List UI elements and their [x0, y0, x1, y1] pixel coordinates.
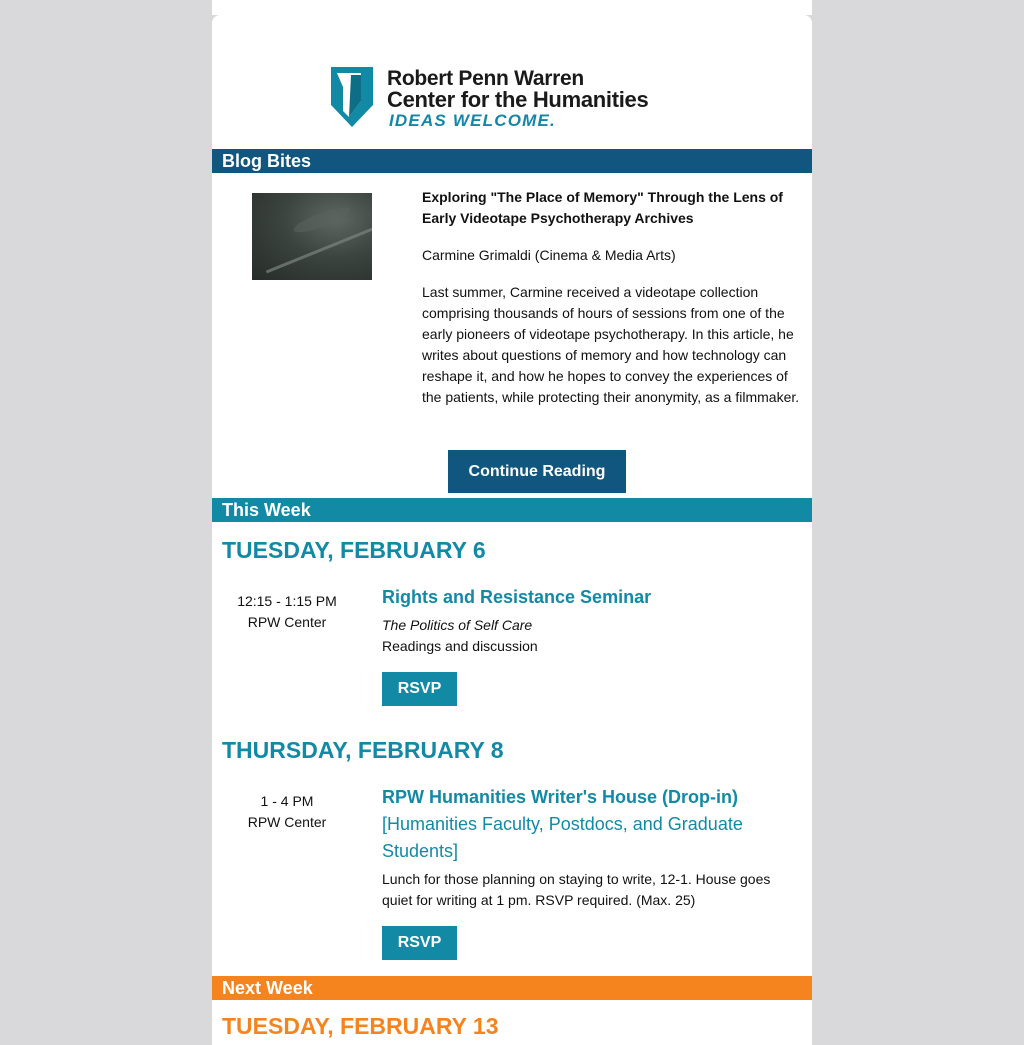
section-bar-blog-bites: Blog Bites: [212, 149, 812, 173]
event-details: Readings and discussion: [382, 638, 538, 654]
event-location: RPW Center: [247, 814, 327, 830]
day-heading: TUESDAY, FEBRUARY 6: [222, 537, 486, 563]
article-title[interactable]: Exploring "The Place of Memory" Through the Lens of Early Videotape Psychotherapy Archives: [422, 189, 783, 226]
event-time: 1 - 4 PM: [260, 793, 314, 809]
shield-logo-icon: [331, 67, 373, 127]
logo-line-2: Center for the Humanities: [387, 87, 649, 112]
day-heading: TUESDAY, FEBRUARY 13: [222, 1013, 499, 1039]
day-heading: THURSDAY, FEBRUARY 8: [222, 737, 504, 763]
logo-tagline: IDEAS WELCOME.: [389, 111, 556, 130]
event-time: 12:15 - 1:15 PM: [237, 593, 337, 609]
newsletter-page: [212, 15, 812, 1045]
event-time-location: [212, 791, 362, 833]
rsvp-button[interactable]: RSVP: [382, 926, 457, 960]
event-audience: [Humanities Faculty, Postdocs, and Graduate Students]: [382, 814, 743, 861]
section-bar-next-week: Next Week: [212, 976, 812, 1000]
event-time-location: [212, 591, 362, 633]
logo-line-1: Robert Penn Warren: [387, 67, 584, 90]
article-body: Last summer, Carmine received a videotape collection comprising thousands of hours of sessions from one of the early pioneers of videotape psychotherapy. In this article, he writes about questions of memory and how technology can reshape it, and how he hopes to convey the experiences of the patients, while protecting their anonymity, as a filmmaker.: [422, 284, 800, 405]
event-subtitle: The Politics of Self Care: [382, 617, 533, 633]
continue-reading-button[interactable]: Continue Reading: [448, 450, 626, 493]
event-title[interactable]: Rights and Resistance Seminar: [382, 587, 652, 607]
blog-article: [422, 187, 804, 408]
article-author: Carmine Grimaldi (Cinema & Media Arts): [422, 247, 676, 263]
event-location: RPW Center: [247, 614, 327, 630]
rsvp-button[interactable]: RSVP: [382, 672, 457, 706]
article-thumbnail[interactable]: [252, 193, 372, 280]
event-title[interactable]: RPW Humanities Writer's House (Drop-in): [382, 787, 738, 807]
section-bar-this-week: This Week: [212, 498, 812, 522]
event-details: Lunch for those planning on staying to write, 12-1. House goes quiet for writing at 1 pm. RSVP required. (Max. 25): [382, 871, 771, 908]
top-strip: [212, 0, 812, 15]
center-logo[interactable]: [331, 67, 701, 131]
event-description: [382, 615, 792, 657]
